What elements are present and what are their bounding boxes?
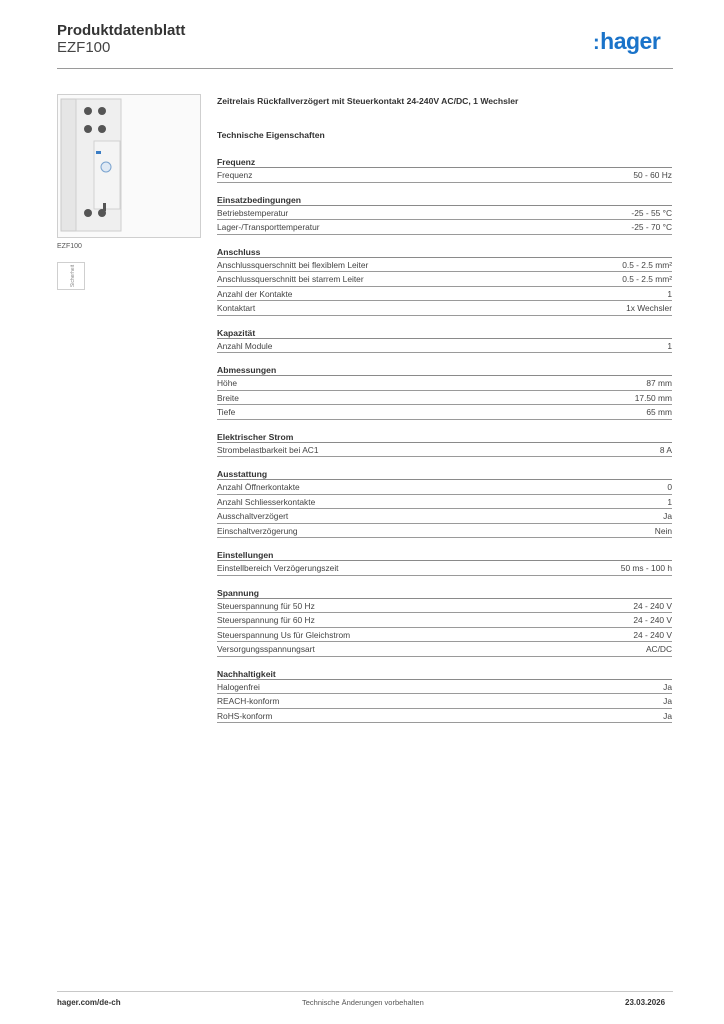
spec-value: Nein [654, 525, 672, 536]
spec-section [217, 156, 672, 194]
spec-value: Ja [663, 696, 672, 706]
page-title: Produktdatenblatt [57, 22, 186, 39]
footer-website-link[interactable]: hager.com/de-ch [57, 998, 121, 1007]
spec-value: 24 - 240 V [633, 615, 672, 625]
spec-section [217, 431, 672, 469]
spec-value: 24 - 240 V [633, 600, 672, 611]
spec-row [217, 480, 672, 495]
spec-row [217, 258, 672, 273]
spec-label: Tiefe [217, 407, 236, 417]
spec-value: 1x Wechsler [626, 303, 672, 313]
spec-row [217, 168, 672, 183]
spec-section [217, 194, 672, 246]
product-image [57, 94, 201, 238]
technical-heading: Technische Eigenschaften [217, 130, 325, 140]
spec-value: -25 - 70 °C [631, 222, 672, 232]
spec-sections [217, 156, 672, 723]
product-caption: EZF100 [57, 243, 82, 250]
spec-label: Breite [217, 392, 239, 403]
section-title: Elektrischer Strom [217, 431, 672, 443]
spec-row [217, 339, 672, 354]
section-spacer [217, 235, 672, 246]
spec-value: Ja [663, 511, 672, 521]
spec-label: Einstellbereich Verzögerungszeit [217, 563, 339, 573]
spec-value: 1 [667, 496, 672, 507]
spec-row [217, 495, 672, 510]
header-divider [57, 68, 673, 69]
spec-value: 65 mm [646, 407, 672, 417]
section-spacer [217, 420, 672, 431]
section-title: Nachhaltigkeit [217, 668, 672, 680]
spec-row [217, 220, 672, 235]
spec-label: Kontaktart [217, 303, 256, 313]
section-spacer [217, 457, 672, 468]
spec-label: Frequenz [217, 170, 253, 180]
spec-label: Anzahl der Kontakte [217, 288, 293, 299]
spec-label: Anzahl Module [217, 340, 273, 351]
spec-row [217, 599, 672, 614]
logo-dots-icon: : [593, 32, 600, 54]
spec-label: Strombelastbarkeit bei AC1 [217, 444, 319, 455]
spec-row [217, 694, 672, 709]
spec-label: Höhe [217, 378, 238, 388]
spec-label: Anschlussquerschnitt bei flexiblem Leiter [217, 259, 369, 270]
product-code: EZF100 [57, 39, 111, 56]
section-spacer [217, 353, 672, 364]
spec-row [217, 443, 672, 458]
spec-row [217, 613, 672, 628]
certification-mark-icon: Sicherheit [57, 262, 85, 290]
spec-label: Anzahl Schliesserkontakte [217, 496, 316, 507]
spec-value: 0.5 - 2.5 mm² [622, 259, 672, 270]
spec-section [217, 468, 672, 549]
footer-date: 23.03.2026 [625, 998, 666, 1007]
spec-row [217, 524, 672, 539]
spec-row [217, 391, 672, 406]
spec-row [217, 376, 672, 391]
spec-value: 50 ms - 100 h [620, 563, 672, 573]
product-description: Zeitrelais Rückfallverzögert mit Steuerkontakt 24-240V AC/DC, 1 Wechsler [217, 96, 519, 106]
section-spacer [217, 657, 672, 668]
spec-value: AC/DC [645, 644, 672, 654]
section-spacer [217, 316, 672, 327]
section-title: Einstellungen [217, 549, 672, 561]
section-title: Anschluss [217, 246, 672, 258]
spec-section [217, 246, 672, 327]
spec-row [217, 272, 672, 287]
section-title: Einsatzbedingungen [217, 194, 672, 206]
spec-section [217, 587, 672, 668]
spec-value: 0 [667, 482, 672, 492]
spec-value: Ja [663, 681, 672, 692]
spec-label: Steuerspannung für 60 Hz [217, 615, 315, 625]
spec-label: Steuerspannung Us für Gleichstrom [217, 629, 351, 640]
spec-value: 8 A [659, 444, 672, 455]
spec-row [217, 206, 672, 221]
spec-row [217, 680, 672, 695]
section-spacer [217, 183, 672, 194]
spec-row [217, 301, 672, 316]
hager-logo [593, 28, 660, 55]
spec-label: Lager-/Transporttemperatur [217, 222, 320, 232]
spec-section [217, 549, 672, 587]
spec-label: REACH-konform [217, 696, 280, 706]
spec-row [217, 628, 672, 643]
spec-label: Steuerspannung für 50 Hz [217, 600, 315, 611]
spec-row [217, 287, 672, 302]
spec-row [217, 709, 672, 724]
spec-value: -25 - 55 °C [631, 207, 672, 218]
spec-section [217, 364, 672, 431]
spec-row [217, 642, 672, 657]
spec-value: 17.50 mm [634, 392, 672, 403]
footer-notice: Technische Änderungen vorbehalten [302, 998, 424, 1007]
footer-divider [57, 991, 673, 992]
spec-row [217, 509, 672, 524]
spec-label: RoHS-konform [217, 710, 273, 721]
relay-device-icon [58, 95, 202, 239]
spec-label: Betriebstemperatur [217, 207, 289, 218]
spec-value: 1 [667, 340, 672, 351]
spec-value: 50 - 60 Hz [633, 170, 672, 180]
spec-label: Anschlussquerschnitt bei starrem Leiter [217, 274, 364, 284]
spec-label: Anzahl Öffnerkontakte [217, 482, 300, 492]
spec-section [217, 327, 672, 365]
section-spacer [217, 538, 672, 549]
spec-value: 1 [667, 288, 672, 299]
section-title: Abmessungen [217, 364, 672, 376]
section-title: Frequenz [217, 156, 672, 168]
spec-label: Versorgungsspannungsart [217, 644, 315, 654]
section-title: Kapazität [217, 327, 672, 339]
spec-value: 0.5 - 2.5 mm² [622, 274, 672, 284]
spec-row [217, 561, 672, 576]
spec-label: Halogenfrei [217, 681, 260, 692]
section-title: Ausstattung [217, 468, 672, 480]
section-spacer [217, 576, 672, 587]
section-title: Spannung [217, 587, 672, 599]
spec-value: 24 - 240 V [633, 629, 672, 640]
spec-row [217, 405, 672, 420]
spec-value: 87 mm [646, 378, 672, 388]
spec-value: Ja [663, 710, 672, 721]
spec-section [217, 668, 672, 724]
logo-text: hager [600, 28, 661, 54]
spec-label: Einschaltverzögerung [217, 525, 298, 536]
spec-label: Ausschaltverzögert [217, 511, 289, 521]
